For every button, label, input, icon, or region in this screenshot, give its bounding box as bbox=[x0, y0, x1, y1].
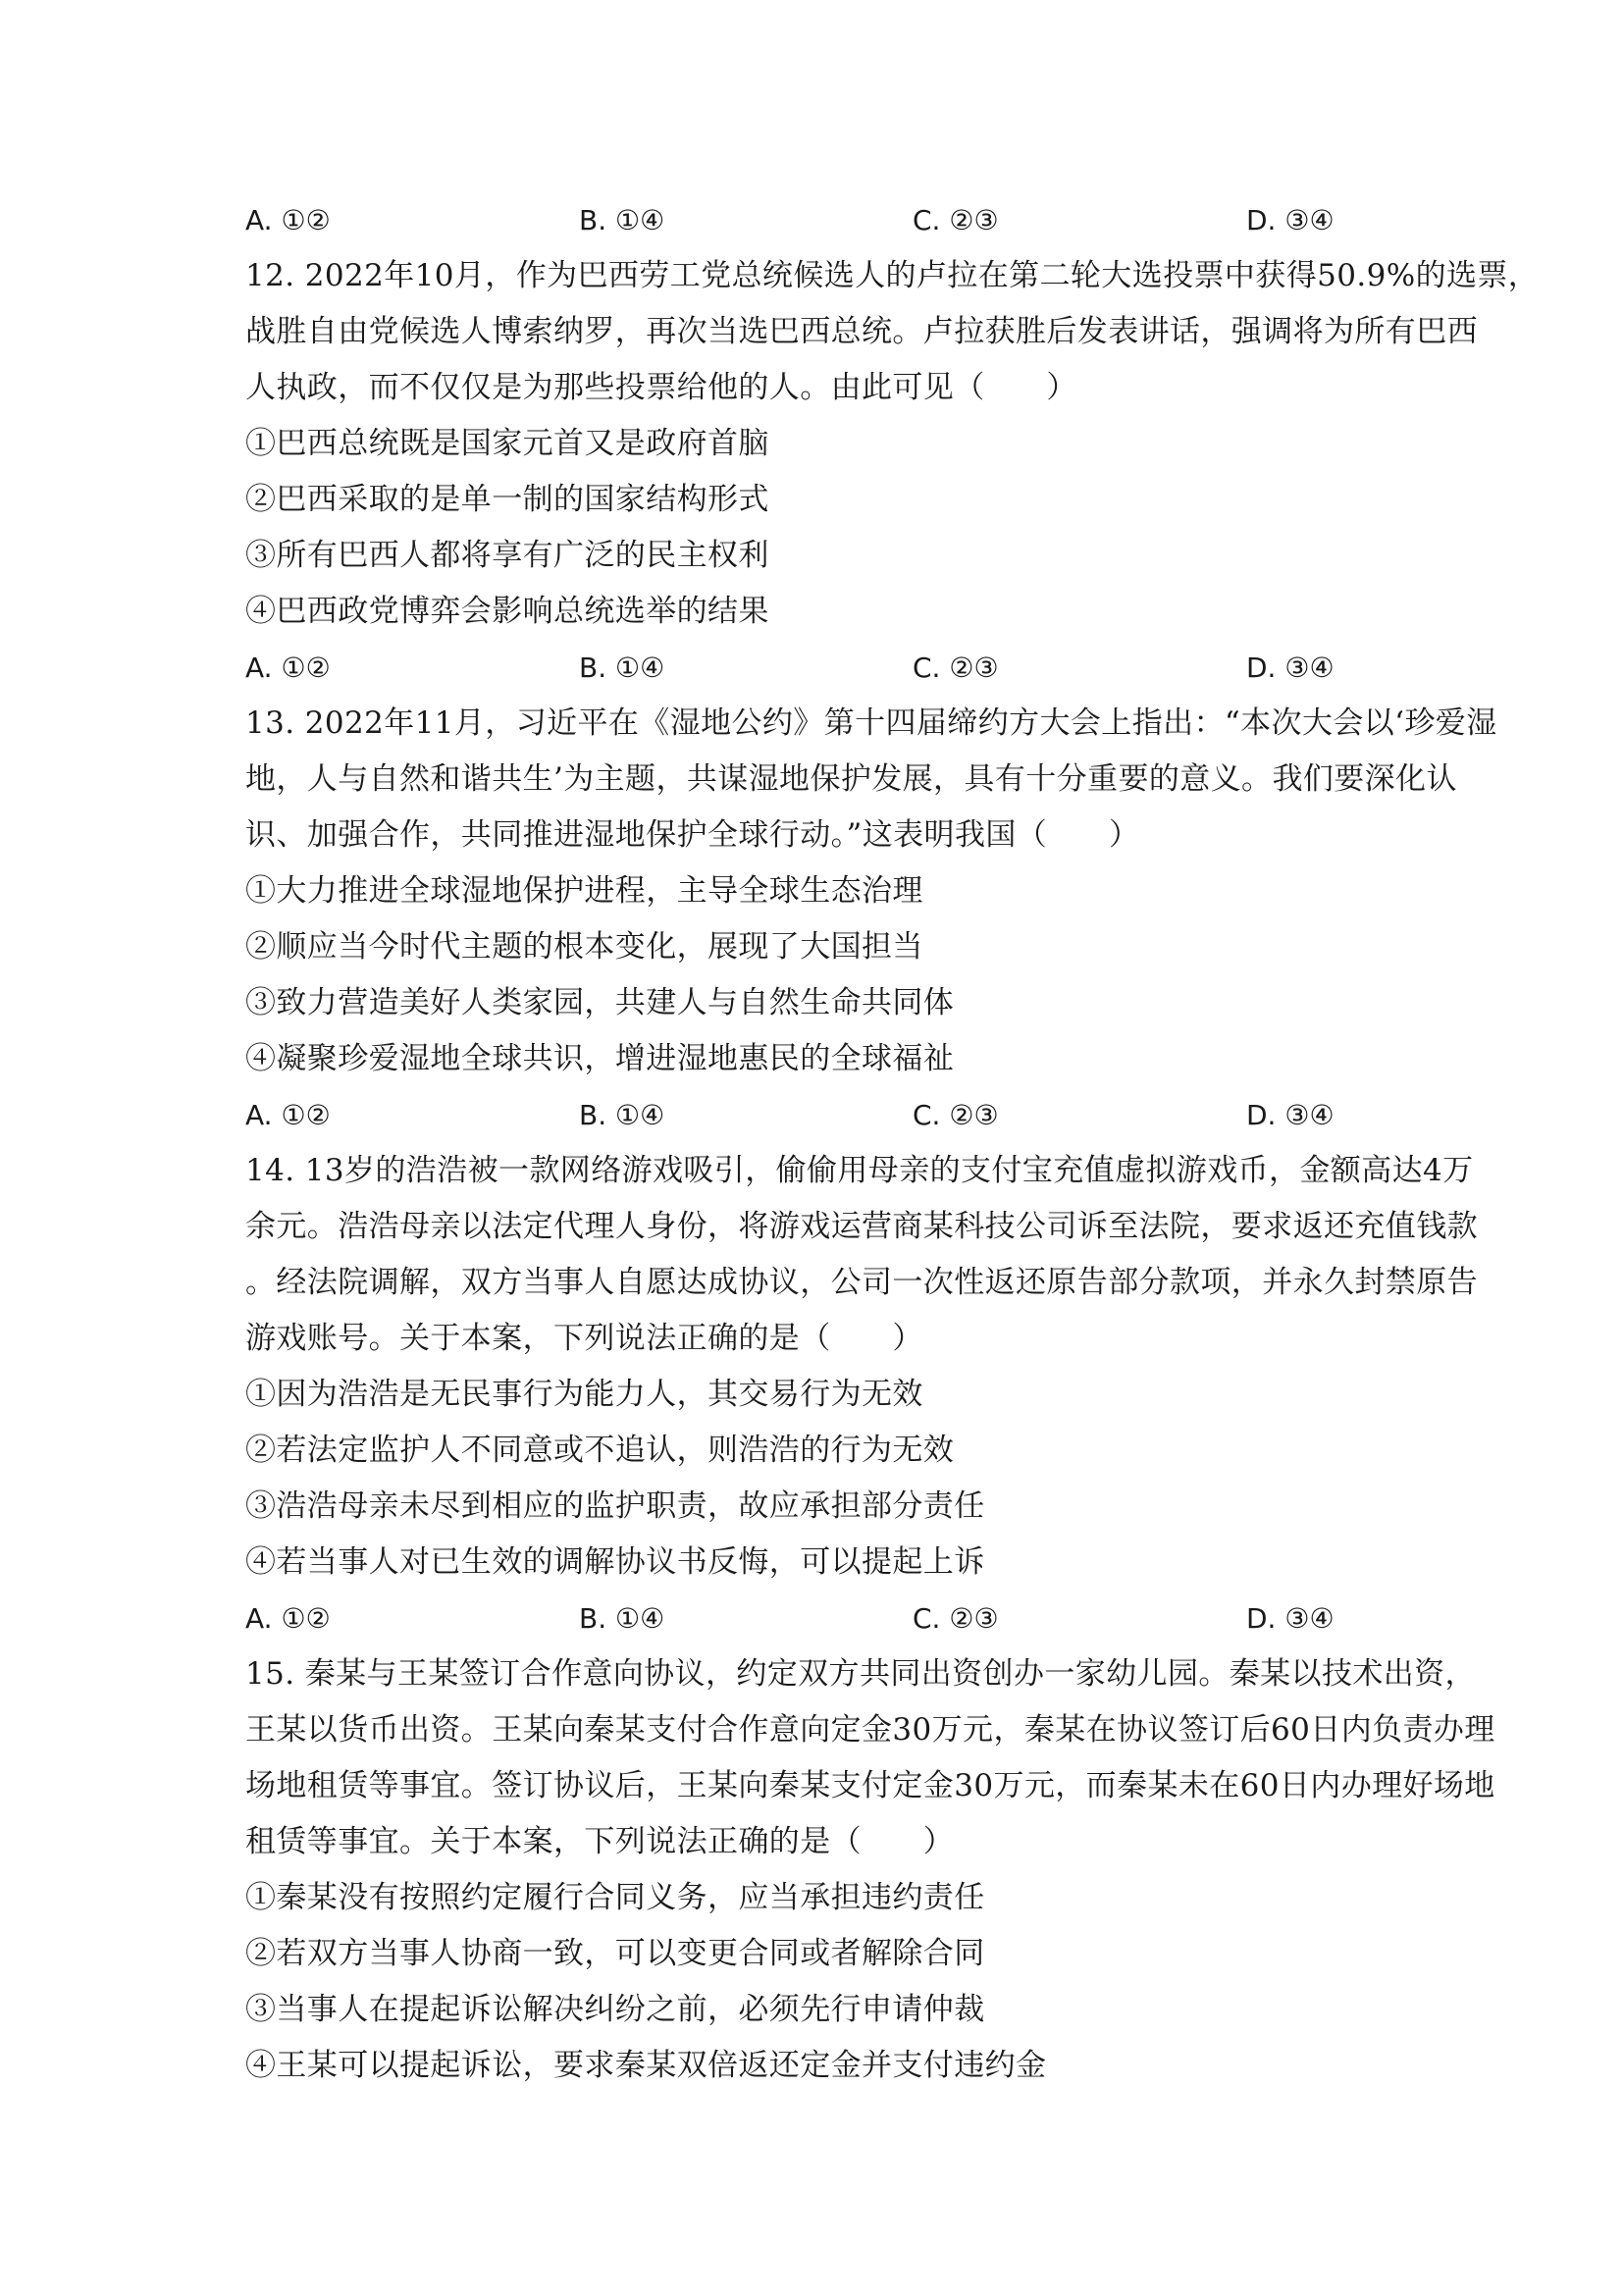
statement-item: ①大力推进全球湿地保护进程，主导全球生态治理 bbox=[245, 873, 923, 909]
question-stem-line: 12. 2022年10月，作为巴西劳工党总统候选人的卢拉在第二轮大选投票中获得50.9%的选票， bbox=[245, 258, 1540, 293]
question-stem-line: 14. 13岁的浩浩被一款网络游戏吸引，偷偷用母亲的支付宝充值虚拟游戏币，金额高达4万 bbox=[245, 1153, 1474, 1188]
statement-item: ②若双方当事人协商一致，可以变更合同或者解除合同 bbox=[245, 1936, 985, 1971]
option-a: A. ①② bbox=[245, 1602, 331, 1635]
statement-item: ②顺应当今时代主题的根本变化，展现了大国担当 bbox=[245, 929, 923, 965]
option-d: D. ③④ bbox=[1246, 1602, 1335, 1635]
option-b: B. ①④ bbox=[579, 1602, 665, 1635]
statement-item: ①秦某没有按照约定履行合同义务，应当承担违约责任 bbox=[245, 1880, 985, 1915]
statement-item: ②若法定监护人不同意或不追认，则浩浩的行为无效 bbox=[245, 1433, 955, 1468]
question-stem-line: 。经法院调解，双方当事人自愿达成协议，公司一次性返还原告部分款项，并永久封禁原告 bbox=[245, 1265, 1478, 1300]
statement-item: ③致力营造美好人类家园，共建人与自然生命共同体 bbox=[245, 985, 955, 1020]
q12-options bbox=[245, 640, 1393, 696]
q11-options bbox=[245, 192, 1393, 248]
option-c: C. ②③ bbox=[913, 1602, 999, 1635]
statement-item: ④王某可以提起诉讼，要求秦某双倍返还定金并支付违约金 bbox=[245, 2048, 1047, 2083]
question-stem-line: 王某以货币出资。王某向秦某支付合作意向定金30万元，秦某在协议签订后60日内负责办理 bbox=[245, 1712, 1495, 1748]
statement-item: ②巴西采取的是单一制的国家结构形式 bbox=[245, 482, 769, 517]
option-a: A. ①② bbox=[245, 652, 331, 684]
question-stem-line: 人执政，而不仅仅是为那些投票给他的人。由此可见（ ） bbox=[245, 370, 1077, 405]
question-stem-line: 地，人与自然和谐共生’为主题，共谋湿地保护发展，具有十分重要的意义。我们要深化认 bbox=[245, 761, 1457, 797]
option-d: D. ③④ bbox=[1246, 652, 1335, 684]
question-13 bbox=[245, 696, 1497, 1143]
question-12 bbox=[245, 248, 1540, 696]
statement-item: ③当事人在提起诉讼解决纠纷之前，必须先行申请仲裁 bbox=[245, 1992, 985, 2027]
option-b: B. ①④ bbox=[579, 204, 665, 236]
option-b: B. ①④ bbox=[579, 1099, 665, 1131]
question-stem-line: 13. 2022年11月，习近平在《湿地公约》第十四届缔约方大会上指出：“本次大会以‘珍爱湿 bbox=[245, 705, 1497, 741]
option-c: C. ②③ bbox=[913, 652, 999, 684]
question-stem-line: 租赁等事宜。关于本案，下列说法正确的是（ ） bbox=[245, 1824, 955, 1859]
question-stem-line: 余元。浩浩母亲以法定代理人身份，将游戏运营商某科技公司诉至法院，要求返还充值钱款 bbox=[245, 1209, 1478, 1244]
question-stem-line: 15. 秦某与王某签订合作意向协议，约定双方共同出资创办一家幼儿园。秦某以技术出资， bbox=[245, 1656, 1476, 1692]
question-stem-line: 游戏账号。关于本案，下列说法正确的是（ ） bbox=[245, 1321, 923, 1356]
exam-page bbox=[245, 192, 1540, 2094]
question-stem-line: 识、加强合作，共同推进湿地保护全球行动。”这表明我国（ ） bbox=[245, 817, 1140, 853]
option-c: C. ②③ bbox=[913, 204, 999, 236]
statement-item: ③所有巴西人都将享有广泛的民主权利 bbox=[245, 538, 769, 573]
statement-item: ③浩浩母亲未尽到相应的监护职责，故应承担部分责任 bbox=[245, 1488, 985, 1524]
option-c: C. ②③ bbox=[913, 1099, 999, 1131]
q13-options bbox=[245, 1087, 1393, 1143]
question-stem-line: 战胜自由党候选人博索纳罗，再次当选巴西总统。卢拉获胜后发表讲话，强调将为所有巴西 bbox=[245, 314, 1478, 349]
question-14 bbox=[245, 1143, 1478, 1646]
statement-item: ④巴西政党博弈会影响总统选举的结果 bbox=[245, 594, 769, 629]
statement-item: ④凝聚珍爱湿地全球共识，增进湿地惠民的全球福祉 bbox=[245, 1041, 955, 1076]
option-b: B. ①④ bbox=[579, 652, 665, 684]
q14-options bbox=[245, 1591, 1393, 1646]
statement-item: ①因为浩浩是无民事行为能力人，其交易行为无效 bbox=[245, 1377, 923, 1412]
option-a: A. ①② bbox=[245, 1099, 331, 1131]
statement-item: ①巴西总统既是国家元首又是政府首脑 bbox=[245, 426, 769, 461]
statement-item: ④若当事人对已生效的调解协议书反悔，可以提起上诉 bbox=[245, 1544, 985, 1580]
option-a: A. ①② bbox=[245, 204, 331, 236]
question-stem-line: 场地租赁等事宜。签订协议后，王某向秦某支付定金30万元，而秦某未在60日内办理好场地 bbox=[245, 1768, 1495, 1803]
question-15 bbox=[245, 1646, 1495, 2094]
option-d: D. ③④ bbox=[1246, 1099, 1335, 1131]
option-d: D. ③④ bbox=[1246, 204, 1335, 236]
